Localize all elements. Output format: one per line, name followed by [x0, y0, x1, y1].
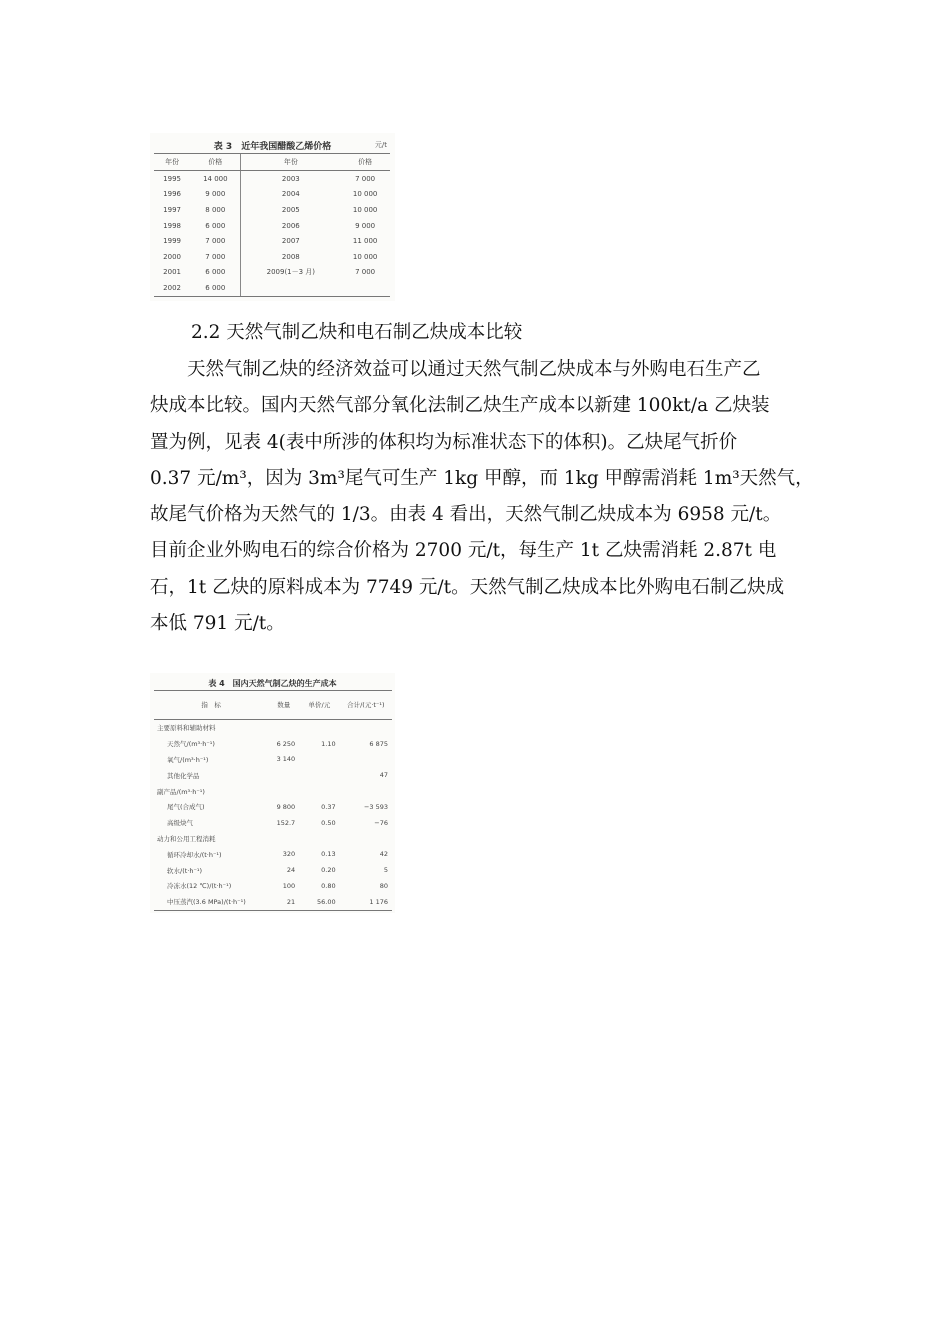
table-cell: 2005	[241, 202, 340, 218]
table-cell-item: 天然气/(m³·h⁻¹)	[167, 740, 215, 749]
table-row	[154, 862, 392, 878]
paragraph-line: 炔成本比较。国内天然气部分氧化法制乙炔生产成本以新建 100kt/a 乙炔装	[150, 395, 770, 417]
table-cell: 7 000	[355, 174, 376, 183]
table-cell: 1998	[163, 221, 181, 230]
paragraph-line: 故尾气价格为天然气的 1/3。由表 4 看出，天然气制乙炔成本为 6958 元/t。	[150, 504, 782, 526]
table-cell-qty: 6 250	[276, 739, 296, 748]
table-4-caption: 表 4 国内天然气制乙炔的生产成本	[208, 679, 337, 688]
table-cell-price: 56.00	[299, 894, 339, 910]
table-row	[154, 894, 392, 910]
table-cell: 1995	[163, 174, 181, 183]
table-cell: 11 000	[352, 237, 378, 246]
table-cell: 2006	[241, 218, 340, 234]
table-row	[154, 878, 392, 894]
table-cell-total: 47	[379, 771, 388, 780]
paragraph-line: 石，1t 乙炔的原料成本为 7749 元/t。天然气制乙炔成本比外购电石制乙炔成	[150, 576, 785, 598]
paragraph-line: 天然气制乙炔的经济效益可以通过天然气制乙炔成本与外购电石生产乙	[187, 359, 761, 380]
table-row	[154, 736, 392, 752]
table-cell-item: 循环冷却水/(t·h⁻¹)	[167, 850, 222, 859]
table-cell: 14 000	[203, 174, 228, 183]
table-cell-price	[299, 831, 339, 847]
header-quantity: 数量	[268, 691, 299, 720]
table-row	[154, 846, 392, 862]
table-cell-item: 高级炔气	[167, 819, 193, 828]
table-cell-qty: 9 800	[276, 802, 296, 811]
table-cell-item: 副产品/(m³·h⁻¹)	[157, 787, 205, 796]
table-row	[154, 280, 390, 296]
table-cell-price	[299, 783, 339, 799]
table-cell-price: 0.13	[321, 850, 336, 859]
table-row	[154, 799, 392, 815]
table-cell-price	[299, 767, 339, 783]
paragraph-line: 本低 791 元/t。	[150, 613, 285, 635]
table-cell-total: 6 875	[369, 739, 388, 748]
table-cell: 2008	[241, 249, 340, 265]
table-cell-qty	[268, 783, 299, 799]
table-cell: 10 000	[352, 252, 378, 261]
table-cell-price	[299, 720, 339, 736]
table-cell-total: 80	[379, 881, 388, 890]
table-cell-total	[340, 783, 392, 799]
table-cell-price: 1.10	[321, 739, 336, 748]
table-cell: 6 000	[190, 280, 241, 296]
table-row	[154, 831, 392, 847]
table-row	[154, 720, 392, 736]
header-year: 年份	[241, 154, 340, 171]
header-total: 合计/(元·t⁻¹)	[340, 691, 392, 720]
table-4-grid	[154, 690, 392, 911]
table-cell: 7 000	[205, 252, 226, 261]
table-cell-total: 5	[383, 866, 388, 875]
table-cell: 10 000	[352, 190, 378, 199]
table-cell: 2001	[163, 268, 181, 277]
table-cell-price: 0.80	[321, 881, 336, 890]
table-cell: 2002	[154, 280, 190, 296]
table-row	[154, 249, 390, 265]
table-cell-item: 尾气(合成气)	[167, 803, 205, 812]
table-cell-item: 主要原料和辅助材料	[157, 724, 216, 733]
table-cell-item: 中压蒸汽(3.6 MPa)/(t·h⁻¹)	[154, 894, 268, 910]
header-indicator: 指 标	[154, 691, 268, 720]
table-cell: 2003	[241, 171, 340, 187]
table-row	[154, 752, 392, 768]
table-row	[154, 815, 392, 831]
table-cell: 2004	[241, 187, 340, 203]
table-cell-item: 氧气/(m³·h⁻¹)	[167, 755, 209, 764]
table-cell: 9 000	[205, 190, 226, 199]
table-cell-price: 0.50	[321, 818, 336, 827]
table-cell: 2000	[163, 252, 181, 261]
table-4-header-row	[154, 691, 392, 720]
table-cell-total: −76	[374, 818, 388, 827]
table-cell: 2009(1－3 月)	[241, 265, 340, 281]
table-3-grid	[154, 153, 390, 297]
table-cell: 2007	[241, 233, 340, 249]
table-cell-qty: 21	[268, 894, 299, 910]
body-paragraph	[150, 352, 814, 642]
header-price: 价格	[190, 154, 241, 171]
table-3-body	[154, 171, 390, 297]
table-row	[154, 783, 392, 799]
table-cell: 7 000	[355, 268, 376, 277]
table-cell: 1999	[163, 237, 181, 246]
table-cell	[241, 280, 340, 296]
table-4	[150, 673, 395, 913]
table-cell-item: 冷冻水(12 ℃)/(t·h⁻¹)	[167, 882, 232, 891]
header-year: 年份	[154, 154, 190, 171]
table-cell-qty: 3 140	[276, 755, 296, 764]
table-cell-price: 0.37	[321, 802, 336, 811]
table-row	[154, 171, 390, 187]
table-4-body	[154, 720, 392, 911]
table-row	[154, 218, 390, 234]
table-cell: 8 000	[205, 205, 226, 214]
table-cell-item: 动力和公用工程消耗	[157, 834, 216, 843]
table-cell-item: 软水/(t·h⁻¹)	[167, 866, 203, 875]
table-cell: 6 000	[205, 221, 226, 230]
table-cell-item: 其他化学品	[167, 771, 200, 780]
table-cell-qty: 152.7	[276, 818, 296, 827]
table-row	[154, 202, 390, 218]
table-cell: 10 000	[352, 205, 378, 214]
table-cell-qty	[268, 831, 299, 847]
table-cell-qty: 24	[286, 866, 296, 875]
table-cell-price	[299, 752, 339, 768]
header-unit-price: 单价/元	[299, 691, 339, 720]
table-cell-total	[340, 831, 392, 847]
paragraph-line: 目前企业外购电石的综合价格为 2700 元/t，每生产 1t 乙炔需消耗 2.87t 电	[150, 540, 777, 562]
table-cell-qty	[268, 720, 299, 736]
table-cell-qty	[268, 767, 299, 783]
paragraph-line: 0.37 元/m³，因为 3m³尾气可生产 1kg 甲醇，而 1kg 甲醇需消耗 1m³天然气，	[150, 467, 814, 489]
table-row	[154, 233, 390, 249]
table-cell	[340, 280, 390, 296]
table-row	[154, 187, 390, 203]
table-3-caption: 表 3 近年我国醋酸乙烯价格	[213, 142, 332, 152]
table-cell: 7 000	[205, 237, 226, 246]
table-row	[154, 767, 392, 783]
table-cell-qty: 320	[282, 850, 296, 859]
table-cell: 1996	[163, 190, 181, 199]
table-cell-total: 1 176	[340, 894, 392, 910]
table-cell: 9 000	[355, 221, 376, 230]
table-cell: 6 000	[205, 268, 226, 277]
table-cell-total: −3 593	[363, 802, 388, 811]
table-3	[150, 133, 395, 301]
section-heading: 2.2 天然气制乙炔和电石制乙炔成本比较	[191, 322, 523, 343]
table-row	[154, 265, 390, 281]
table-3-unit: 元/t	[374, 141, 387, 149]
table-cell-total	[340, 720, 392, 736]
header-price: 价格	[340, 154, 390, 171]
table-cell-total	[340, 752, 392, 768]
table-cell-qty: 100	[282, 881, 296, 890]
table-3-header-row	[154, 154, 390, 171]
table-cell-price: 0.20	[321, 866, 336, 875]
paragraph-line: 置为例，见表 4(表中所涉的体积均为标准状态下的体积)。乙炔尾气折价	[150, 431, 738, 453]
table-cell: 1997	[163, 205, 181, 214]
table-cell-total: 42	[379, 850, 388, 859]
